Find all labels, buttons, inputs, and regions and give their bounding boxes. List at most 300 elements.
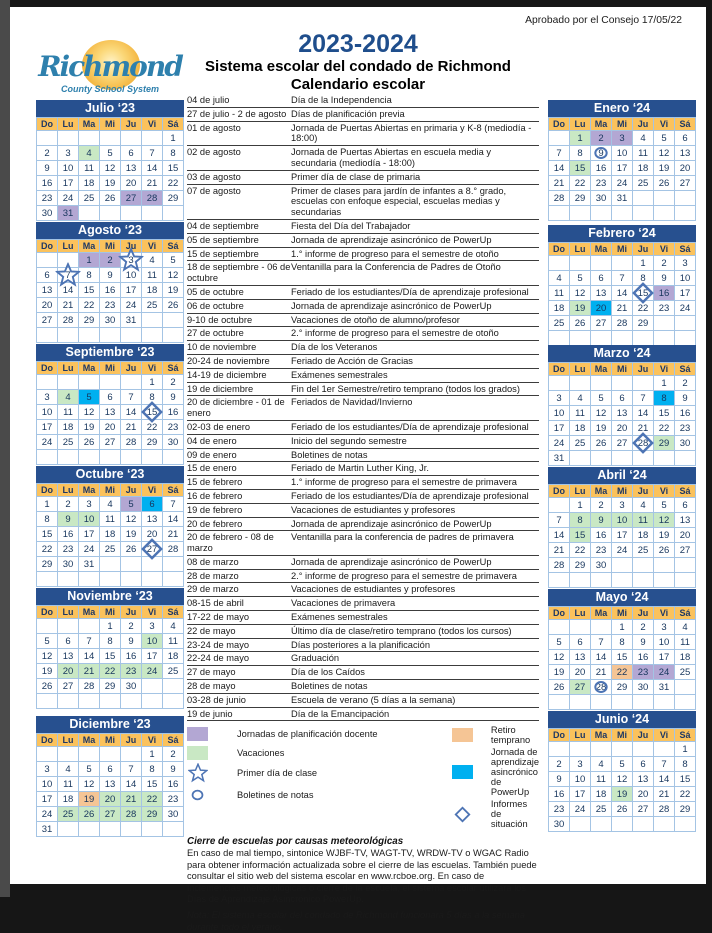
event-description: Graduación	[291, 653, 340, 664]
weekday-header: Do	[37, 118, 58, 131]
day-cell: 10	[37, 405, 58, 420]
day-cell: 25	[633, 176, 654, 191]
legend-item	[187, 744, 452, 761]
day-cell: 7	[591, 635, 612, 650]
day-cell: 30	[37, 206, 58, 221]
event-row	[187, 666, 539, 680]
calendar-month-title: Agosto ‘23	[36, 222, 184, 239]
event-date: 08 de marzo	[187, 556, 239, 567]
weekday-header: Do	[37, 734, 58, 747]
weekday-header: Vi	[654, 243, 675, 256]
event-description: Feriado de Martin Luther King, Jr.	[291, 463, 429, 474]
day-cell	[100, 328, 121, 343]
day-cell	[549, 573, 570, 588]
day-cell: 22	[633, 301, 654, 316]
day-cell: 8	[612, 635, 633, 650]
event-description: Jornada de aprendizaje asincrónico de PowerUp	[291, 556, 492, 567]
event-date: 9-10 de octubre	[187, 314, 253, 325]
day-cell: 28	[58, 313, 79, 328]
day-cell: 4	[58, 762, 79, 777]
event-description: Día de los Caídos	[291, 667, 365, 678]
weekday-header: Do	[549, 485, 570, 498]
day-cell	[79, 375, 100, 390]
day-cell: 20	[121, 176, 142, 191]
day-cell	[37, 253, 58, 268]
day-cell	[633, 376, 654, 391]
day-cell: 20	[570, 665, 591, 680]
day-cell: 16	[591, 161, 612, 176]
day-cell: 19	[163, 283, 184, 298]
event-description: Vacaciones de estudiantes y profesores	[291, 504, 456, 515]
event-date: 15 de septiembre	[187, 248, 259, 259]
event-date: 04 de julio	[187, 95, 230, 105]
day-cell	[142, 206, 163, 221]
day-cell: 2	[163, 375, 184, 390]
day-cell	[58, 328, 79, 343]
day-cell: 31	[58, 206, 79, 221]
day-cell: 30	[100, 313, 121, 328]
day-cell: 6	[142, 497, 163, 512]
day-cell: 10	[142, 634, 163, 649]
event-description: Primer de clases para jardín de infantes a 8.° grado, escuelas con enfoque especial, escuelas medias y secundarias	[291, 185, 507, 218]
day-cell: 16	[163, 405, 184, 420]
day-cell	[633, 331, 654, 346]
day-cell: 28	[163, 542, 184, 557]
day-cell: 26	[79, 807, 100, 822]
day-cell: 9	[675, 391, 696, 406]
day-cell: 20	[100, 792, 121, 807]
calendar-month-title: Junio ‘24	[548, 711, 696, 728]
calendar-month-title: Febrero ‘24	[548, 225, 696, 242]
day-cell: 10	[58, 161, 79, 176]
day-cell: 19	[549, 665, 570, 680]
day-cell: 27	[675, 543, 696, 558]
event-row	[187, 611, 539, 625]
day-cell	[100, 572, 121, 587]
weekday-header: Mi	[612, 729, 633, 742]
day-cell: 16	[121, 649, 142, 664]
day-cell: 14	[79, 649, 100, 664]
day-cell: 6	[100, 390, 121, 405]
weekday-header: Do	[549, 243, 570, 256]
day-cell: 3	[142, 619, 163, 634]
day-cell: 5	[37, 634, 58, 649]
event-date: 09 de enero	[187, 449, 237, 460]
day-cell: 24	[37, 807, 58, 822]
day-cell: 25	[549, 316, 570, 331]
event-description: Día de los Veteranos	[291, 342, 378, 353]
day-cell	[570, 376, 591, 391]
mini-calendar	[36, 100, 184, 221]
day-cell: 5	[591, 391, 612, 406]
day-cell	[654, 558, 675, 573]
day-cell: 10	[570, 772, 591, 787]
day-cell: 5	[570, 271, 591, 286]
day-cell: 1	[100, 619, 121, 634]
event-date: 23-24 de mayo	[187, 639, 250, 650]
event-description: Jornada de Puertas Abiertas en escuela media y secundaria (mediodía - 18:00)	[291, 147, 492, 168]
day-cell: 6	[675, 498, 696, 513]
day-cell: 9	[549, 772, 570, 787]
weekday-header: Vi	[654, 485, 675, 498]
event-row	[187, 476, 539, 490]
day-cell: 2	[675, 376, 696, 391]
day-cell: 25	[675, 665, 696, 680]
day-cell: 29	[100, 679, 121, 694]
day-cell: 23	[163, 792, 184, 807]
events-column	[187, 94, 539, 933]
weekday-header: Ju	[121, 734, 142, 747]
day-cell	[612, 451, 633, 466]
day-cell	[142, 694, 163, 709]
day-cell: 28	[121, 435, 142, 450]
day-cell: 6	[121, 146, 142, 161]
day-cell: 1	[675, 742, 696, 757]
calendar-grid	[36, 733, 184, 837]
day-cell: 25	[570, 436, 591, 451]
day-cell: 13	[591, 286, 612, 301]
day-cell: 2	[633, 620, 654, 635]
day-cell: 23	[121, 664, 142, 679]
day-cell: 24	[549, 436, 570, 451]
day-cell	[100, 694, 121, 709]
day-cell: 15	[612, 650, 633, 665]
day-cell: 3	[79, 497, 100, 512]
day-cell: 11	[675, 635, 696, 650]
day-cell: 8	[142, 390, 163, 405]
event-row	[187, 569, 539, 583]
mini-calendar	[548, 589, 696, 710]
legend	[187, 725, 539, 831]
day-cell: 24	[654, 665, 675, 680]
day-cell: 27	[58, 679, 79, 694]
day-cell: 11	[100, 512, 121, 527]
day-cell: 7	[58, 268, 79, 283]
day-cell: 16	[58, 527, 79, 542]
day-cell	[58, 694, 79, 709]
day-cell: 4	[675, 620, 696, 635]
day-cell: 11	[591, 772, 612, 787]
legend-label: Retiro temprano	[490, 725, 531, 746]
day-cell	[633, 558, 654, 573]
event-date: 19 de febrero	[187, 504, 243, 515]
day-cell: 29	[37, 557, 58, 572]
day-cell: 14	[121, 777, 142, 792]
day-cell: 13	[121, 161, 142, 176]
day-cell: 22	[570, 176, 591, 191]
day-cell: 7	[633, 391, 654, 406]
day-cell	[549, 256, 570, 271]
event-description: Feriado de los estudiantes/Día de aprendizaje profesional	[291, 286, 529, 297]
day-cell	[675, 680, 696, 695]
day-cell: 11	[570, 406, 591, 421]
day-cell: 7	[612, 271, 633, 286]
day-cell: 8	[142, 762, 163, 777]
event-row	[187, 434, 539, 448]
weekday-header: Ju	[121, 240, 142, 253]
weekday-header: Vi	[142, 484, 163, 497]
day-cell: 20	[675, 161, 696, 176]
event-row	[187, 233, 539, 247]
day-cell: 20	[37, 298, 58, 313]
day-cell: 20	[612, 421, 633, 436]
day-cell	[79, 619, 100, 634]
day-cell: 16	[37, 176, 58, 191]
legend-column-left	[187, 725, 452, 831]
day-cell: 17	[654, 650, 675, 665]
calendar-month-title: Abril ‘24	[548, 467, 696, 484]
weather-closing-title: Cierre de escuelas por causas meteorológicas	[187, 836, 404, 848]
day-cell: 16	[633, 650, 654, 665]
event-description: 1.° informe de progreso para el semestre de otoño	[291, 248, 499, 259]
day-cell: 19	[121, 527, 142, 542]
weekday-header: Ma	[591, 485, 612, 498]
event-date: 22 de mayo	[187, 625, 236, 636]
day-cell	[142, 131, 163, 146]
day-cell: 2	[163, 747, 184, 762]
day-cell	[549, 376, 570, 391]
day-cell: 13	[100, 777, 121, 792]
day-cell: 19	[37, 664, 58, 679]
event-description: Jornada de aprendizaje asincrónico de PowerUp	[291, 234, 492, 245]
calendar-month-title: Noviembre ‘23	[36, 588, 184, 605]
day-cell	[121, 206, 142, 221]
day-cell: 8	[570, 513, 591, 528]
weekday-header: Ma	[79, 362, 100, 375]
event-date: 03 de agosto	[187, 171, 241, 182]
day-cell: 22	[142, 792, 163, 807]
day-cell	[633, 742, 654, 757]
day-cell	[612, 742, 633, 757]
weekday-header: Lu	[58, 484, 79, 497]
day-cell	[121, 375, 142, 390]
event-row	[187, 121, 539, 146]
day-cell	[100, 822, 121, 837]
day-cell: 29	[142, 807, 163, 822]
day-cell	[37, 619, 58, 634]
day-cell: 2	[37, 146, 58, 161]
legend-swatch-purple	[187, 727, 208, 741]
day-cell	[591, 695, 612, 710]
day-cell: 23	[100, 298, 121, 313]
day-cell	[58, 375, 79, 390]
day-cell	[612, 206, 633, 221]
weekday-header: Ju	[633, 243, 654, 256]
day-cell	[675, 191, 696, 206]
day-cell: 11	[58, 777, 79, 792]
day-cell: 23	[58, 542, 79, 557]
day-cell: 18	[142, 283, 163, 298]
district-subtitle: Sistema escolar del condado de Richmond	[205, 58, 511, 75]
day-cell: 24	[37, 435, 58, 450]
calendar-grid	[36, 117, 184, 221]
weekday-header: Ju	[121, 606, 142, 619]
day-cell: 19	[654, 528, 675, 543]
day-cell: 6	[570, 635, 591, 650]
day-cell: 27	[100, 807, 121, 822]
day-cell: 28	[633, 436, 654, 451]
legend-swatch-cyan	[452, 765, 473, 779]
day-cell: 27	[675, 176, 696, 191]
day-cell: 17	[58, 176, 79, 191]
day-cell: 18	[79, 176, 100, 191]
day-cell: 9	[163, 762, 184, 777]
day-cell: 26	[591, 436, 612, 451]
day-cell	[612, 817, 633, 832]
day-cell: 7	[654, 757, 675, 772]
weekday-header: Ma	[79, 734, 100, 747]
calendar-grid	[548, 117, 696, 221]
weekday-header: Do	[37, 362, 58, 375]
weekday-header: Ju	[633, 485, 654, 498]
day-cell: 14	[633, 406, 654, 421]
day-cell: 21	[549, 543, 570, 558]
day-cell: 22	[675, 787, 696, 802]
weekday-header: Sá	[163, 118, 184, 131]
day-cell: 31	[549, 451, 570, 466]
day-cell: 6	[612, 391, 633, 406]
event-description: Días de planificación previa	[291, 108, 405, 119]
day-cell	[654, 695, 675, 710]
day-cell: 27	[37, 313, 58, 328]
logo-subtitle: County School System	[60, 84, 159, 94]
event-row	[187, 652, 539, 666]
weekday-header: Lu	[58, 240, 79, 253]
calendar-month-title: Julio ‘23	[36, 100, 184, 117]
legend-item	[187, 725, 452, 742]
day-cell: 3	[675, 256, 696, 271]
day-cell: 12	[121, 512, 142, 527]
weekday-header: Ju	[633, 118, 654, 131]
event-date: 01 de agosto	[187, 122, 241, 133]
day-cell: 11	[163, 634, 184, 649]
event-date: 06 de octubre	[187, 300, 244, 311]
day-cell: 31	[654, 680, 675, 695]
day-cell	[549, 331, 570, 346]
event-row	[187, 247, 539, 261]
day-cell: 1	[142, 747, 163, 762]
legend-label: Jornada de aprendizaje asincrónico de PowerUp	[490, 747, 539, 798]
day-cell: 17	[612, 528, 633, 543]
day-cell: 15	[100, 649, 121, 664]
day-cell: 10	[675, 271, 696, 286]
weekday-header: Vi	[654, 363, 675, 376]
day-cell: 7	[121, 390, 142, 405]
weekday-header: Lu	[570, 607, 591, 620]
day-cell	[79, 328, 100, 343]
day-cell: 16	[549, 787, 570, 802]
day-cell	[37, 694, 58, 709]
event-row	[187, 184, 539, 219]
circle-icon	[187, 788, 208, 802]
weekday-header: Mi	[612, 243, 633, 256]
weekday-header: Do	[37, 484, 58, 497]
event-date: 17-22 de mayo	[187, 612, 250, 623]
event-row	[187, 583, 539, 597]
weekday-header: Mi	[100, 734, 121, 747]
day-cell: 3	[612, 498, 633, 513]
day-cell	[58, 747, 79, 762]
day-cell	[675, 695, 696, 710]
weekday-header: Sá	[675, 729, 696, 742]
event-description: Inicio del segundo semestre	[291, 435, 407, 446]
day-cell: 16	[591, 528, 612, 543]
calendar-grid	[548, 484, 696, 588]
day-cell: 14	[549, 161, 570, 176]
day-cell	[654, 316, 675, 331]
mini-calendar	[36, 588, 184, 709]
day-cell	[654, 331, 675, 346]
calendar-grid	[548, 606, 696, 710]
day-cell	[549, 498, 570, 513]
day-cell: 6	[100, 762, 121, 777]
school-year-title: 2023-2024	[298, 30, 418, 58]
event-description: Feriado de los estudiantes/Día de aprendizaje profesional	[291, 490, 529, 501]
day-cell	[142, 572, 163, 587]
day-cell	[100, 206, 121, 221]
weekday-header: Mi	[612, 118, 633, 131]
event-date: 04 de enero	[187, 435, 237, 446]
day-cell: 13	[612, 406, 633, 421]
day-cell: 10	[37, 777, 58, 792]
day-cell: 8	[633, 271, 654, 286]
weekday-header: Lu	[58, 734, 79, 747]
event-row	[187, 219, 539, 233]
day-cell	[163, 572, 184, 587]
day-cell: 22	[79, 298, 100, 313]
day-cell: 18	[549, 301, 570, 316]
day-cell	[633, 191, 654, 206]
day-cell: 2	[100, 253, 121, 268]
event-date: 10 de noviembre	[187, 342, 257, 353]
day-cell: 24	[121, 298, 142, 313]
legend-label: Primer día de clase	[237, 768, 318, 779]
event-date: 05 de septiembre	[187, 234, 259, 245]
mini-calendar	[548, 467, 696, 588]
day-cell	[675, 451, 696, 466]
weekday-header: Sá	[675, 485, 696, 498]
day-cell: 25	[633, 543, 654, 558]
legend-label: Vacaciones	[237, 747, 285, 758]
event-description: Exámenes semestrales	[291, 369, 388, 380]
day-cell: 19	[654, 161, 675, 176]
day-cell: 29	[570, 191, 591, 206]
day-cell	[591, 573, 612, 588]
event-date: 20 de febrero	[187, 518, 243, 529]
event-description: Boletines de notas	[291, 681, 368, 692]
day-cell	[612, 331, 633, 346]
day-cell	[675, 573, 696, 588]
day-cell: 26	[163, 298, 184, 313]
event-date: 27 de julio - 2 de agosto	[187, 108, 287, 119]
day-cell: 26	[654, 176, 675, 191]
day-cell	[142, 328, 163, 343]
day-cell: 17	[79, 527, 100, 542]
day-cell	[58, 619, 79, 634]
day-cell	[591, 620, 612, 635]
day-cell	[37, 450, 58, 465]
day-cell: 30	[58, 557, 79, 572]
day-cell	[570, 331, 591, 346]
day-cell	[591, 376, 612, 391]
event-row	[187, 368, 539, 382]
day-cell	[612, 695, 633, 710]
event-row	[187, 680, 539, 694]
event-row	[187, 327, 539, 341]
day-cell	[163, 679, 184, 694]
day-cell: 8	[79, 268, 100, 283]
day-cell	[591, 256, 612, 271]
